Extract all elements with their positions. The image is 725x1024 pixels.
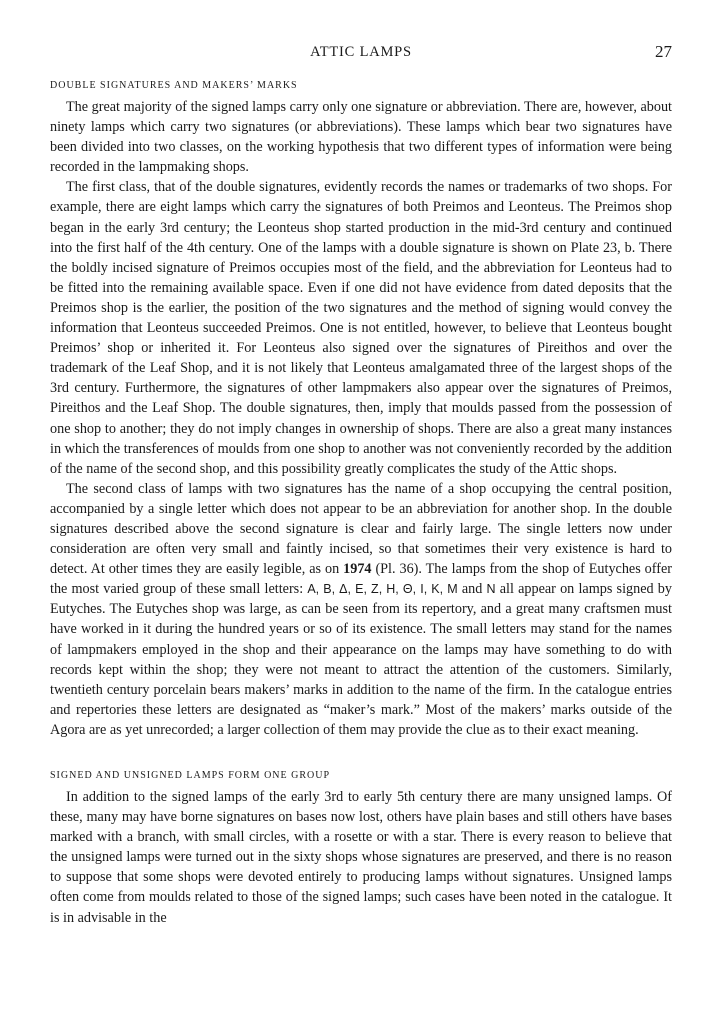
page-number: 27 <box>655 42 672 61</box>
paragraph-text: all appear on lamps signed by Eutyches. The Eutyches shop was large, as can be seen from its repertory, and a great many craftsmen must have worked in it during the hundred years or so of its existence. The small letters may stand for the names of lampmakers employed in the shop and their appearance on the lamps may have something to do with records kept within the shop; they were not meant to attract the attention of the customers. Similarly, twentieth century porcelain bears makers’ marks in addition to the name of the firm. In the catalogue entries and repertories these letters are designated as “maker’s mark.” Most of the makers’ marks outside of the Agora are as yet unrecorded; a larger collection of them may provide the clue as to their exact meaning. <box>50 581 672 738</box>
paragraph-text: (Pl. 36). The lamps from the shop of Eutyches offer the most varied group of these small letters: <box>50 561 672 598</box>
paragraph: The great majority of the signed lamps carry only one signature or abbreviation. There are, however, about ninety lamps which carry two signatures (or abbreviations). These lamps which bear two signatures have been divided into two classes, on the working hypothesis that two different types of information were being recorded in the lampmaking shops. <box>50 99 672 176</box>
paragraph: In addition to the signed lamps of the early 3rd to early 5th century there are many unsigned lamps. Of these, many may have borne signatures on bases now lost, others have plain bases and still others have bases marked with a branch, with small circles, with a rosette or with a star. There is every reason to believe that the unsigned lamps were turned out in the sixty shops whose signatures are preserved, and there is no reason to suppose that some shops were devoted entirely to producing lamps without signatures. Unsigned lamps often come from moulds related to those of the signed lamps; such cases have been noted in the catalogue. It is in advisable in the <box>50 789 672 926</box>
paragraph <box>50 479 672 740</box>
section-heading-double-signatures: DOUBLE SIGNATURES AND MAKERS’ MARKS <box>50 80 298 91</box>
paragraph-text: The second class of lamps with two signatures has the name of a shop occupying the central position, accompanied by a single letter which does not appear to be an abbreviation for another shop. In the double signatures described above the second signature is clear and fairly large. The single letters now under consideration are often very small and faintly incised, so that sometimes their very existence is hard to detect. At other times they are easily legible, as on <box>50 480 672 578</box>
section-heading-signed-unsigned: SIGNED AND UNSIGNED LAMPS FORM ONE GROUP <box>50 770 331 781</box>
paragraph-text: and <box>457 581 487 598</box>
running-title: ATTIC LAMPS <box>310 44 412 60</box>
maker-letter-n: N <box>486 582 496 597</box>
running-head <box>50 40 672 66</box>
paragraph: The first class, that of the double signatures, evidently records the names or trademarks of two shops. For example, there are eight lamps which carry the signatures of both Preimos and Leonteus. The Preimos shop began in the early 3rd century; the Leonteus shop started production in the mid-3rd century and continued into the first half of the 4th century. One of the lamps with a double signature is shown on Plate 23, b. There the boldly incised signature of Preimos occupies most of the field, and the abbreviation for Leonteus had to be fitted into the remaining available space. Even if one did not have evidence from dated deposits that the Preimos shop is the earlier, the position of the two signatures and the method of signing would convey the information that Leonteus succeeded Preimos. One is not entitled, however, to believe that Leonteus bought Preimos’ shop or inherited it. For Leonteus also signed over the signatures of Pireithos and over the trademark of the Leaf Shop, and it is not likely that Leonteus amalgamated three of the largest shops of the 3rd century. Furthermore, the signatures of other lampmakers also appear over the signatures of Preimos, Pireithos and the Leaf Shop. The double signatures, then, imply that moulds passed from the possession of one shop to another; they do not imply changes in ownership of shops. There are also a great many instances in which the transferences of moulds from one shop to another was not conveniently recorded by the addition of the name of the second shop, and this possibility greatly complicates the study of the Attic shops. <box>50 179 672 477</box>
catalogue-number: 1974 <box>343 561 372 578</box>
maker-letters: A, B, Δ, E, Z, H, Θ, I, K, M <box>307 582 458 597</box>
page <box>50 40 672 928</box>
